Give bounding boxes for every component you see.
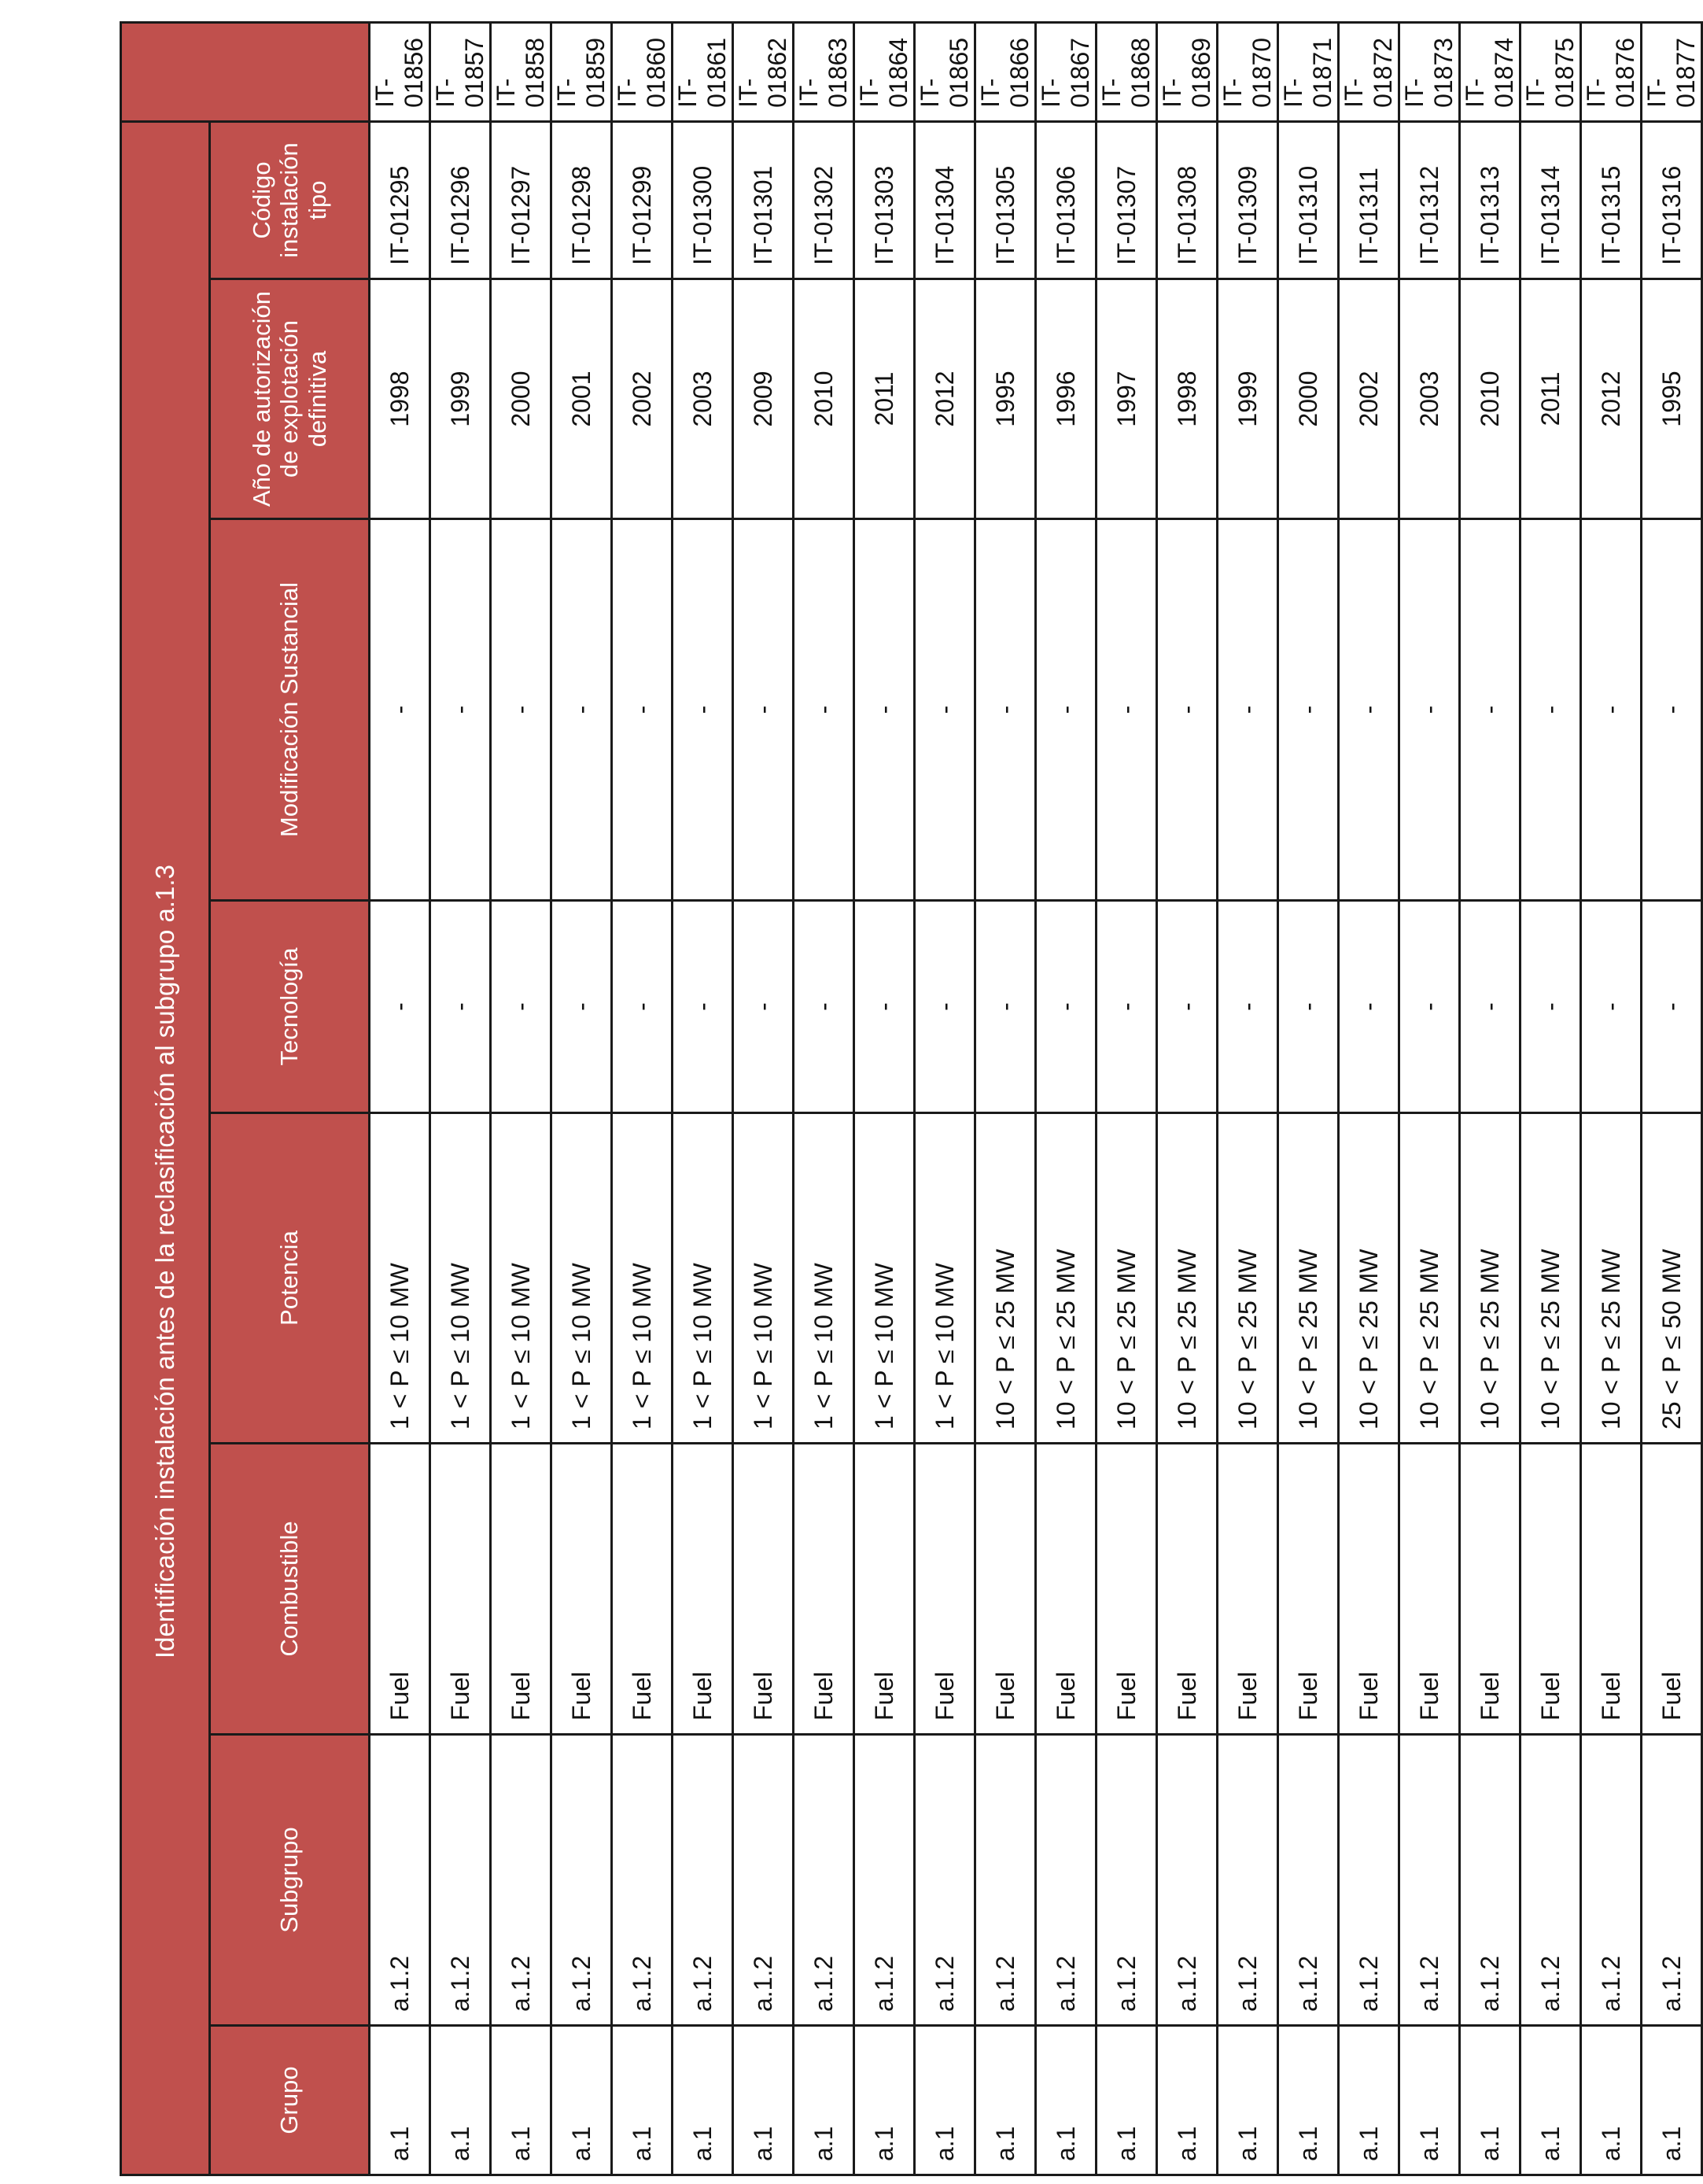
cell-modificacion: - [1218, 519, 1278, 901]
table-row [1097, 22, 1157, 2175]
cell-combustible: Fuel [491, 1444, 551, 1735]
cell-anio: 2012 [1581, 279, 1642, 519]
cell-anio: 2003 [673, 279, 733, 519]
cell-grupo: a.1 [794, 2026, 854, 2175]
cell-combustible: Fuel [975, 1444, 1036, 1735]
cell-anio: 2009 [733, 279, 794, 519]
cell-modificacion: - [1399, 519, 1460, 901]
cell-potencia: 1 < P ≤ 10 MW [612, 1113, 673, 1444]
cell-subgrupo: a.1.2 [1642, 1735, 1702, 2026]
cell-codigo-tipo: IT-01304 [915, 121, 975, 279]
cell-grupo: a.1 [1036, 2026, 1097, 2175]
cell-tecnologia: - [612, 901, 673, 1113]
cell-tecnologia: - [915, 901, 975, 1113]
group-header: Identificación instalación antes de la reclasificación al subgrupo a.1.3 [121, 121, 210, 2175]
cell-tecnologia: - [1218, 901, 1278, 1113]
cell-anio: 2002 [1339, 279, 1399, 519]
table-body [370, 22, 1702, 2175]
cell-codigo-tipo: IT-01309 [1218, 121, 1278, 279]
cell-combustible: Fuel [854, 1444, 915, 1735]
cell-codigo-tipo: IT-01300 [673, 121, 733, 279]
table-row [1460, 22, 1521, 2175]
cell-codigo-a13: IT-01876 [1581, 22, 1642, 121]
cell-codigo-a13: IT-01861 [673, 22, 733, 121]
cell-modificacion: - [551, 519, 612, 901]
cell-codigo-tipo: IT-01298 [551, 121, 612, 279]
table-row [1581, 22, 1642, 2175]
cell-codigo-a13: IT-01857 [430, 22, 491, 121]
cell-tecnologia: - [1521, 901, 1581, 1113]
table-row [1642, 22, 1702, 2175]
cell-potencia: 10 < P ≤ 25 MW [1278, 1113, 1339, 1444]
cell-anio: 2011 [1521, 279, 1581, 519]
header-anio: Año de autorización de explotación definitiva [210, 279, 370, 519]
cell-modificacion: - [975, 519, 1036, 901]
header-subgrupo: Subgrupo [210, 1735, 370, 2026]
cell-codigo-a13: IT-01871 [1278, 22, 1339, 121]
cell-grupo: a.1 [430, 2026, 491, 2175]
cell-combustible: Fuel [430, 1444, 491, 1735]
cell-modificacion: - [1581, 519, 1642, 901]
cell-subgrupo: a.1.2 [733, 1735, 794, 2026]
cell-potencia: 10 < P ≤ 25 MW [1521, 1113, 1581, 1444]
cell-combustible: Fuel [370, 1444, 430, 1735]
cell-codigo-tipo: IT-01313 [1460, 121, 1521, 279]
header-codigo-tipo: Código instalación tipo [210, 121, 370, 279]
cell-tecnologia: - [673, 901, 733, 1113]
cell-modificacion: - [491, 519, 551, 901]
cell-grupo: a.1 [1157, 2026, 1218, 2175]
cell-subgrupo: a.1.2 [673, 1735, 733, 2026]
cell-tecnologia: - [1581, 901, 1642, 1113]
cell-tecnologia: - [1399, 901, 1460, 1113]
cell-subgrupo: a.1.2 [551, 1735, 612, 2026]
cell-codigo-tipo: IT-01305 [975, 121, 1036, 279]
cell-tecnologia: - [733, 901, 794, 1113]
cell-grupo: a.1 [1581, 2026, 1642, 2175]
cell-codigo-tipo: IT-01316 [1642, 121, 1702, 279]
cell-codigo-a13: IT-01868 [1097, 22, 1157, 121]
cell-subgrupo: a.1.2 [1097, 1735, 1157, 2026]
cell-grupo: a.1 [975, 2026, 1036, 2175]
cell-potencia: 1 < P ≤ 10 MW [491, 1113, 551, 1444]
cell-combustible: Fuel [915, 1444, 975, 1735]
cell-potencia: 10 < P ≤ 25 MW [1460, 1113, 1521, 1444]
cell-codigo-a13: IT-01877 [1642, 22, 1702, 121]
cell-subgrupo: a.1.2 [915, 1735, 975, 2026]
cell-combustible: Fuel [733, 1444, 794, 1735]
cell-codigo-a13: IT-01873 [1399, 22, 1460, 121]
cell-modificacion: - [673, 519, 733, 901]
cell-modificacion: - [430, 519, 491, 901]
cell-combustible: Fuel [1399, 1444, 1460, 1735]
cell-modificacion: - [1339, 519, 1399, 901]
header-modificacion: Modificación Sustancial [210, 519, 370, 901]
cell-anio: 1995 [975, 279, 1036, 519]
cell-codigo-a13: IT-01858 [491, 22, 551, 121]
cell-codigo-a13: IT-01875 [1521, 22, 1581, 121]
cell-modificacion: - [1521, 519, 1581, 901]
table-row [975, 22, 1036, 2175]
cell-codigo-a13: IT-01872 [1339, 22, 1399, 121]
cell-codigo-tipo: IT-01312 [1399, 121, 1460, 279]
cell-grupo: a.1 [1218, 2026, 1278, 2175]
cell-potencia: 1 < P ≤ 10 MW [915, 1113, 975, 1444]
table-row [1278, 22, 1339, 2175]
cell-modificacion: - [1278, 519, 1339, 901]
cell-modificacion: - [1460, 519, 1521, 901]
table-row [673, 22, 733, 2175]
cell-potencia: 1 < P ≤ 10 MW [854, 1113, 915, 1444]
cell-anio: 2000 [491, 279, 551, 519]
cell-anio: 2001 [551, 279, 612, 519]
cell-anio: 2010 [794, 279, 854, 519]
table-row [1399, 22, 1460, 2175]
table-row [915, 22, 975, 2175]
cell-subgrupo: a.1.2 [430, 1735, 491, 2026]
table-row [854, 22, 915, 2175]
cell-codigo-a13: IT-01862 [733, 22, 794, 121]
cell-combustible: Fuel [1521, 1444, 1581, 1735]
cell-subgrupo: a.1.2 [1157, 1735, 1218, 2026]
cell-anio: 2012 [915, 279, 975, 519]
cell-modificacion: - [1157, 519, 1218, 901]
cell-codigo-tipo: IT-01303 [854, 121, 915, 279]
cell-potencia: 10 < P ≤ 25 MW [975, 1113, 1036, 1444]
cell-potencia: 10 < P ≤ 25 MW [1399, 1113, 1460, 1444]
cell-potencia: 10 < P ≤ 25 MW [1157, 1113, 1218, 1444]
cell-anio: 1999 [1218, 279, 1278, 519]
cell-subgrupo: a.1.2 [854, 1735, 915, 2026]
cell-modificacion: - [794, 519, 854, 901]
cell-modificacion: - [1036, 519, 1097, 901]
cell-modificacion: - [1642, 519, 1702, 901]
cell-potencia: 1 < P ≤ 10 MW [794, 1113, 854, 1444]
header-potencia: Potencia [210, 1113, 370, 1444]
cell-potencia: 1 < P ≤ 10 MW [370, 1113, 430, 1444]
cell-potencia: 1 < P ≤ 10 MW [430, 1113, 491, 1444]
cell-anio: 1995 [1642, 279, 1702, 519]
cell-codigo-tipo: IT-01306 [1036, 121, 1097, 279]
table-row [430, 22, 491, 2175]
cell-subgrupo: a.1.2 [1339, 1735, 1399, 2026]
cell-subgrupo: a.1.2 [491, 1735, 551, 2026]
cell-potencia: 10 < P ≤ 25 MW [1097, 1113, 1157, 1444]
cell-modificacion: - [612, 519, 673, 901]
cell-anio: 1997 [1097, 279, 1157, 519]
cell-grupo: a.1 [1097, 2026, 1157, 2175]
cell-subgrupo: a.1.2 [1399, 1735, 1460, 2026]
cell-grupo: a.1 [673, 2026, 733, 2175]
cell-potencia: 10 < P ≤ 25 MW [1218, 1113, 1278, 1444]
cell-grupo: a.1 [612, 2026, 673, 2175]
cell-tecnologia: - [975, 901, 1036, 1113]
cell-codigo-tipo: IT-01315 [1581, 121, 1642, 279]
cell-grupo: a.1 [551, 2026, 612, 2175]
cell-codigo-tipo: IT-01307 [1097, 121, 1157, 279]
cell-potencia: 10 < P ≤ 25 MW [1036, 1113, 1097, 1444]
cell-combustible: Fuel [1218, 1444, 1278, 1735]
cell-anio: 2003 [1399, 279, 1460, 519]
cell-codigo-a13: IT-01856 [370, 22, 430, 121]
cell-codigo-a13: IT-01874 [1460, 22, 1521, 121]
table-row [1036, 22, 1097, 2175]
table-row [551, 22, 612, 2175]
cell-codigo-tipo: IT-01301 [733, 121, 794, 279]
table-row [1521, 22, 1581, 2175]
cell-codigo-tipo: IT-01308 [1157, 121, 1218, 279]
cell-combustible: Fuel [1339, 1444, 1399, 1735]
cell-tecnologia: - [491, 901, 551, 1113]
cell-potencia: 1 < P ≤ 10 MW [733, 1113, 794, 1444]
cell-potencia: 10 < P ≤ 25 MW [1581, 1113, 1642, 1444]
cell-modificacion: - [915, 519, 975, 901]
cell-codigo-a13: IT-01866 [975, 22, 1036, 121]
cell-combustible: Fuel [794, 1444, 854, 1735]
cell-tecnologia: - [1157, 901, 1218, 1113]
cell-combustible: Fuel [551, 1444, 612, 1735]
table-row [612, 22, 673, 2175]
cell-tecnologia: - [1036, 901, 1097, 1113]
table-row [794, 22, 854, 2175]
cell-combustible: Fuel [1460, 1444, 1521, 1735]
cell-potencia: 10 < P ≤ 25 MW [1339, 1113, 1399, 1444]
header-tecnologia: Tecnología [210, 901, 370, 1113]
cell-modificacion: - [1097, 519, 1157, 901]
cell-codigo-tipo: IT-01295 [370, 121, 430, 279]
cell-combustible: Fuel [1036, 1444, 1097, 1735]
cell-tecnologia: - [430, 901, 491, 1113]
cell-subgrupo: a.1.2 [1218, 1735, 1278, 2026]
cell-subgrupo: a.1.2 [794, 1735, 854, 2026]
cell-anio: 1998 [370, 279, 430, 519]
header-codigo-a13 [121, 22, 370, 121]
header-grupo: Grupo [210, 2026, 370, 2175]
cell-anio: 1999 [430, 279, 491, 519]
cell-grupo: a.1 [1642, 2026, 1702, 2175]
table-row [1218, 22, 1278, 2175]
cell-codigo-tipo: IT-01310 [1278, 121, 1339, 279]
cell-anio: 1996 [1036, 279, 1097, 519]
cell-codigo-tipo: IT-01296 [430, 121, 491, 279]
table-row [733, 22, 794, 2175]
cell-tecnologia: - [1642, 901, 1702, 1113]
cell-codigo-tipo: IT-01302 [794, 121, 854, 279]
cell-tecnologia: - [370, 901, 430, 1113]
cell-subgrupo: a.1.2 [975, 1735, 1036, 2026]
cell-grupo: a.1 [370, 2026, 430, 2175]
cell-codigo-a13: IT-01860 [612, 22, 673, 121]
cell-potencia: 1 < P ≤ 10 MW [673, 1113, 733, 1444]
cell-subgrupo: a.1.2 [1521, 1735, 1581, 2026]
cell-grupo: a.1 [1339, 2026, 1399, 2175]
cell-codigo-tipo: IT-01311 [1339, 121, 1399, 279]
cell-potencia: 1 < P ≤ 10 MW [551, 1113, 612, 1444]
cell-combustible: Fuel [1581, 1444, 1642, 1735]
table-row [491, 22, 551, 2175]
installations-table [120, 21, 1703, 2176]
cell-grupo: a.1 [854, 2026, 915, 2175]
cell-codigo-tipo: IT-01314 [1521, 121, 1581, 279]
cell-tecnologia: - [1278, 901, 1339, 1113]
cell-codigo-a13: IT-01865 [915, 22, 975, 121]
rotated-table-page [120, 24, 1700, 2176]
cell-combustible: Fuel [1642, 1444, 1702, 1735]
cell-codigo-a13: IT-01867 [1036, 22, 1097, 121]
cell-subgrupo: a.1.2 [1460, 1735, 1521, 2026]
cell-codigo-a13: IT-01869 [1157, 22, 1218, 121]
cell-subgrupo: a.1.2 [1036, 1735, 1097, 2026]
cell-grupo: a.1 [915, 2026, 975, 2175]
cell-anio: 2011 [854, 279, 915, 519]
cell-modificacion: - [733, 519, 794, 901]
cell-tecnologia: - [1460, 901, 1521, 1113]
header-combustible: Combustible [210, 1444, 370, 1735]
cell-potencia: 25 < P ≤ 50 MW [1642, 1113, 1702, 1444]
cell-codigo-tipo: IT-01299 [612, 121, 673, 279]
cell-modificacion: - [854, 519, 915, 901]
cell-codigo-a13: IT-01864 [854, 22, 915, 121]
cell-combustible: Fuel [1157, 1444, 1218, 1735]
cell-combustible: Fuel [1278, 1444, 1339, 1735]
cell-tecnologia: - [1097, 901, 1157, 1113]
cell-anio: 1998 [1157, 279, 1218, 519]
cell-combustible: Fuel [673, 1444, 733, 1735]
cell-combustible: Fuel [1097, 1444, 1157, 1735]
cell-anio: 2010 [1460, 279, 1521, 519]
table-row [1339, 22, 1399, 2175]
table-row [1157, 22, 1218, 2175]
table-row [370, 22, 430, 2175]
cell-subgrupo: a.1.2 [612, 1735, 673, 2026]
cell-grupo: a.1 [1521, 2026, 1581, 2175]
cell-grupo: a.1 [1278, 2026, 1339, 2175]
cell-grupo: a.1 [1460, 2026, 1521, 2175]
cell-grupo: a.1 [491, 2026, 551, 2175]
cell-tecnologia: - [854, 901, 915, 1113]
cell-subgrupo: a.1.2 [1581, 1735, 1642, 2026]
cell-modificacion: - [370, 519, 430, 901]
cell-grupo: a.1 [1399, 2026, 1460, 2175]
cell-codigo-a13: IT-01870 [1218, 22, 1278, 121]
cell-codigo-a13: IT-01859 [551, 22, 612, 121]
cell-codigo-tipo: IT-01297 [491, 121, 551, 279]
cell-subgrupo: a.1.2 [370, 1735, 430, 2026]
cell-codigo-a13: IT-01863 [794, 22, 854, 121]
cell-tecnologia: - [1339, 901, 1399, 1113]
cell-grupo: a.1 [733, 2026, 794, 2175]
cell-tecnologia: - [794, 901, 854, 1113]
cell-anio: 2000 [1278, 279, 1339, 519]
cell-tecnologia: - [551, 901, 612, 1113]
cell-subgrupo: a.1.2 [1278, 1735, 1339, 2026]
cell-combustible: Fuel [612, 1444, 673, 1735]
cell-anio: 2002 [612, 279, 673, 519]
